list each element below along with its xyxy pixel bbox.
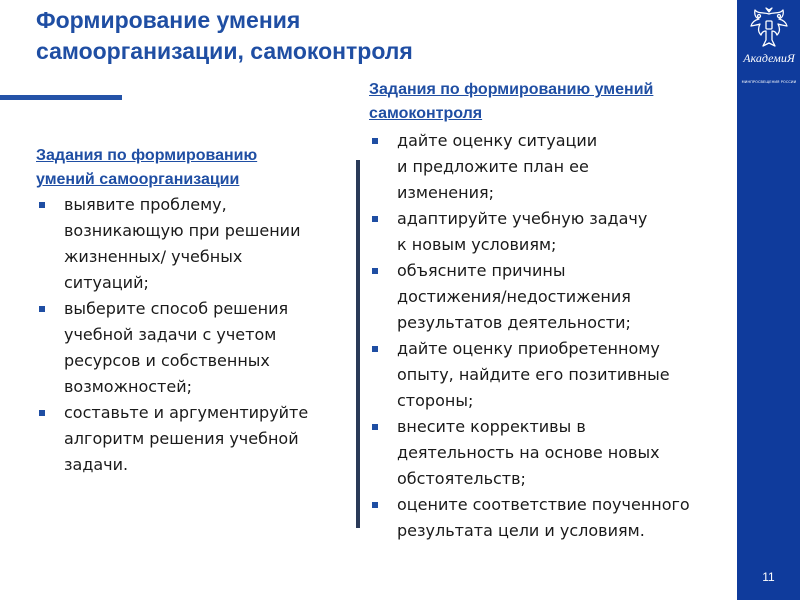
right-heading <box>369 78 721 126</box>
right-heading-line-1: Задания по формированию умений <box>369 81 654 98</box>
list-item <box>369 128 721 206</box>
list-item-line: деятельность на основе новых <box>397 443 660 462</box>
right-list <box>369 128 721 544</box>
left-list <box>36 192 336 478</box>
left-heading <box>36 144 336 192</box>
right-column <box>369 78 721 544</box>
list-item-line: алгоритм решения учебной <box>64 429 299 448</box>
left-heading-line-2: умений самоорганизации <box>36 171 240 188</box>
list-item-line: задачи. <box>64 455 129 474</box>
list-item-line: и предложите план ее <box>397 157 589 176</box>
list-item-line: выберите способ решения <box>64 299 289 318</box>
list-item-line: результата цели и условиям. <box>397 521 645 540</box>
list-item <box>369 414 721 492</box>
title-underline-bar <box>0 95 122 100</box>
left-heading-line-1: Задания по формированию <box>36 147 258 164</box>
list-item <box>369 336 721 414</box>
list-item-line: изменения; <box>397 183 494 202</box>
side-panel <box>737 0 800 600</box>
list-item-line: возникающую при решении <box>64 221 301 240</box>
list-item-line: возможностей; <box>64 377 192 396</box>
list-item <box>369 206 721 258</box>
list-item-line: стороны; <box>397 391 474 410</box>
list-item-line: жизненных/ учебных <box>64 247 243 266</box>
slide-title <box>36 5 716 67</box>
list-item-line: учебной задачи с учетом <box>64 325 277 344</box>
list-item-line: ситуаций; <box>64 273 149 292</box>
title-line-1: Формирование умения <box>36 7 301 33</box>
left-column <box>36 144 336 478</box>
list-item <box>369 258 721 336</box>
list-item-line: выявите проблему, <box>64 195 227 214</box>
list-item-line: к новым условиям; <box>397 235 557 254</box>
list-item <box>36 296 336 400</box>
logo-subtitle: МИНПРОСВЕЩЕНИЯ РОССИИ <box>741 80 797 84</box>
list-item-line: ресурсов и собственных <box>64 351 270 370</box>
list-item-line: составьте и аргументируйте <box>64 403 309 422</box>
list-item-line: обстоятельств; <box>397 469 526 488</box>
list-item-line: дайте оценку приобретенному <box>397 339 660 358</box>
list-item <box>36 400 336 478</box>
right-heading-line-2: самоконтроля <box>369 105 483 122</box>
list-item-line: объясните причины <box>397 261 566 280</box>
list-item-line: внесите коррективы в <box>397 417 586 436</box>
title-line-2: самоорганизации, самоконтроля <box>36 38 413 64</box>
list-item <box>36 192 336 296</box>
logo-name: АкадемиЯ <box>743 51 795 65</box>
list-item-line: достижения/недостижения <box>397 287 631 306</box>
column-divider <box>356 160 360 528</box>
double-headed-eagle-emblem-icon <box>749 6 789 50</box>
list-item-line: результатов деятельности; <box>397 313 631 332</box>
list-item <box>369 492 721 544</box>
list-item-line: опыту, найдите его позитивные <box>397 365 670 384</box>
list-item-line: дайте оценку ситуации <box>397 131 598 150</box>
list-item-line: оцените соответствие поученного <box>397 495 690 514</box>
list-item-line: адаптируйте учебную задачу <box>397 209 648 228</box>
page-number: 11 <box>762 570 775 584</box>
